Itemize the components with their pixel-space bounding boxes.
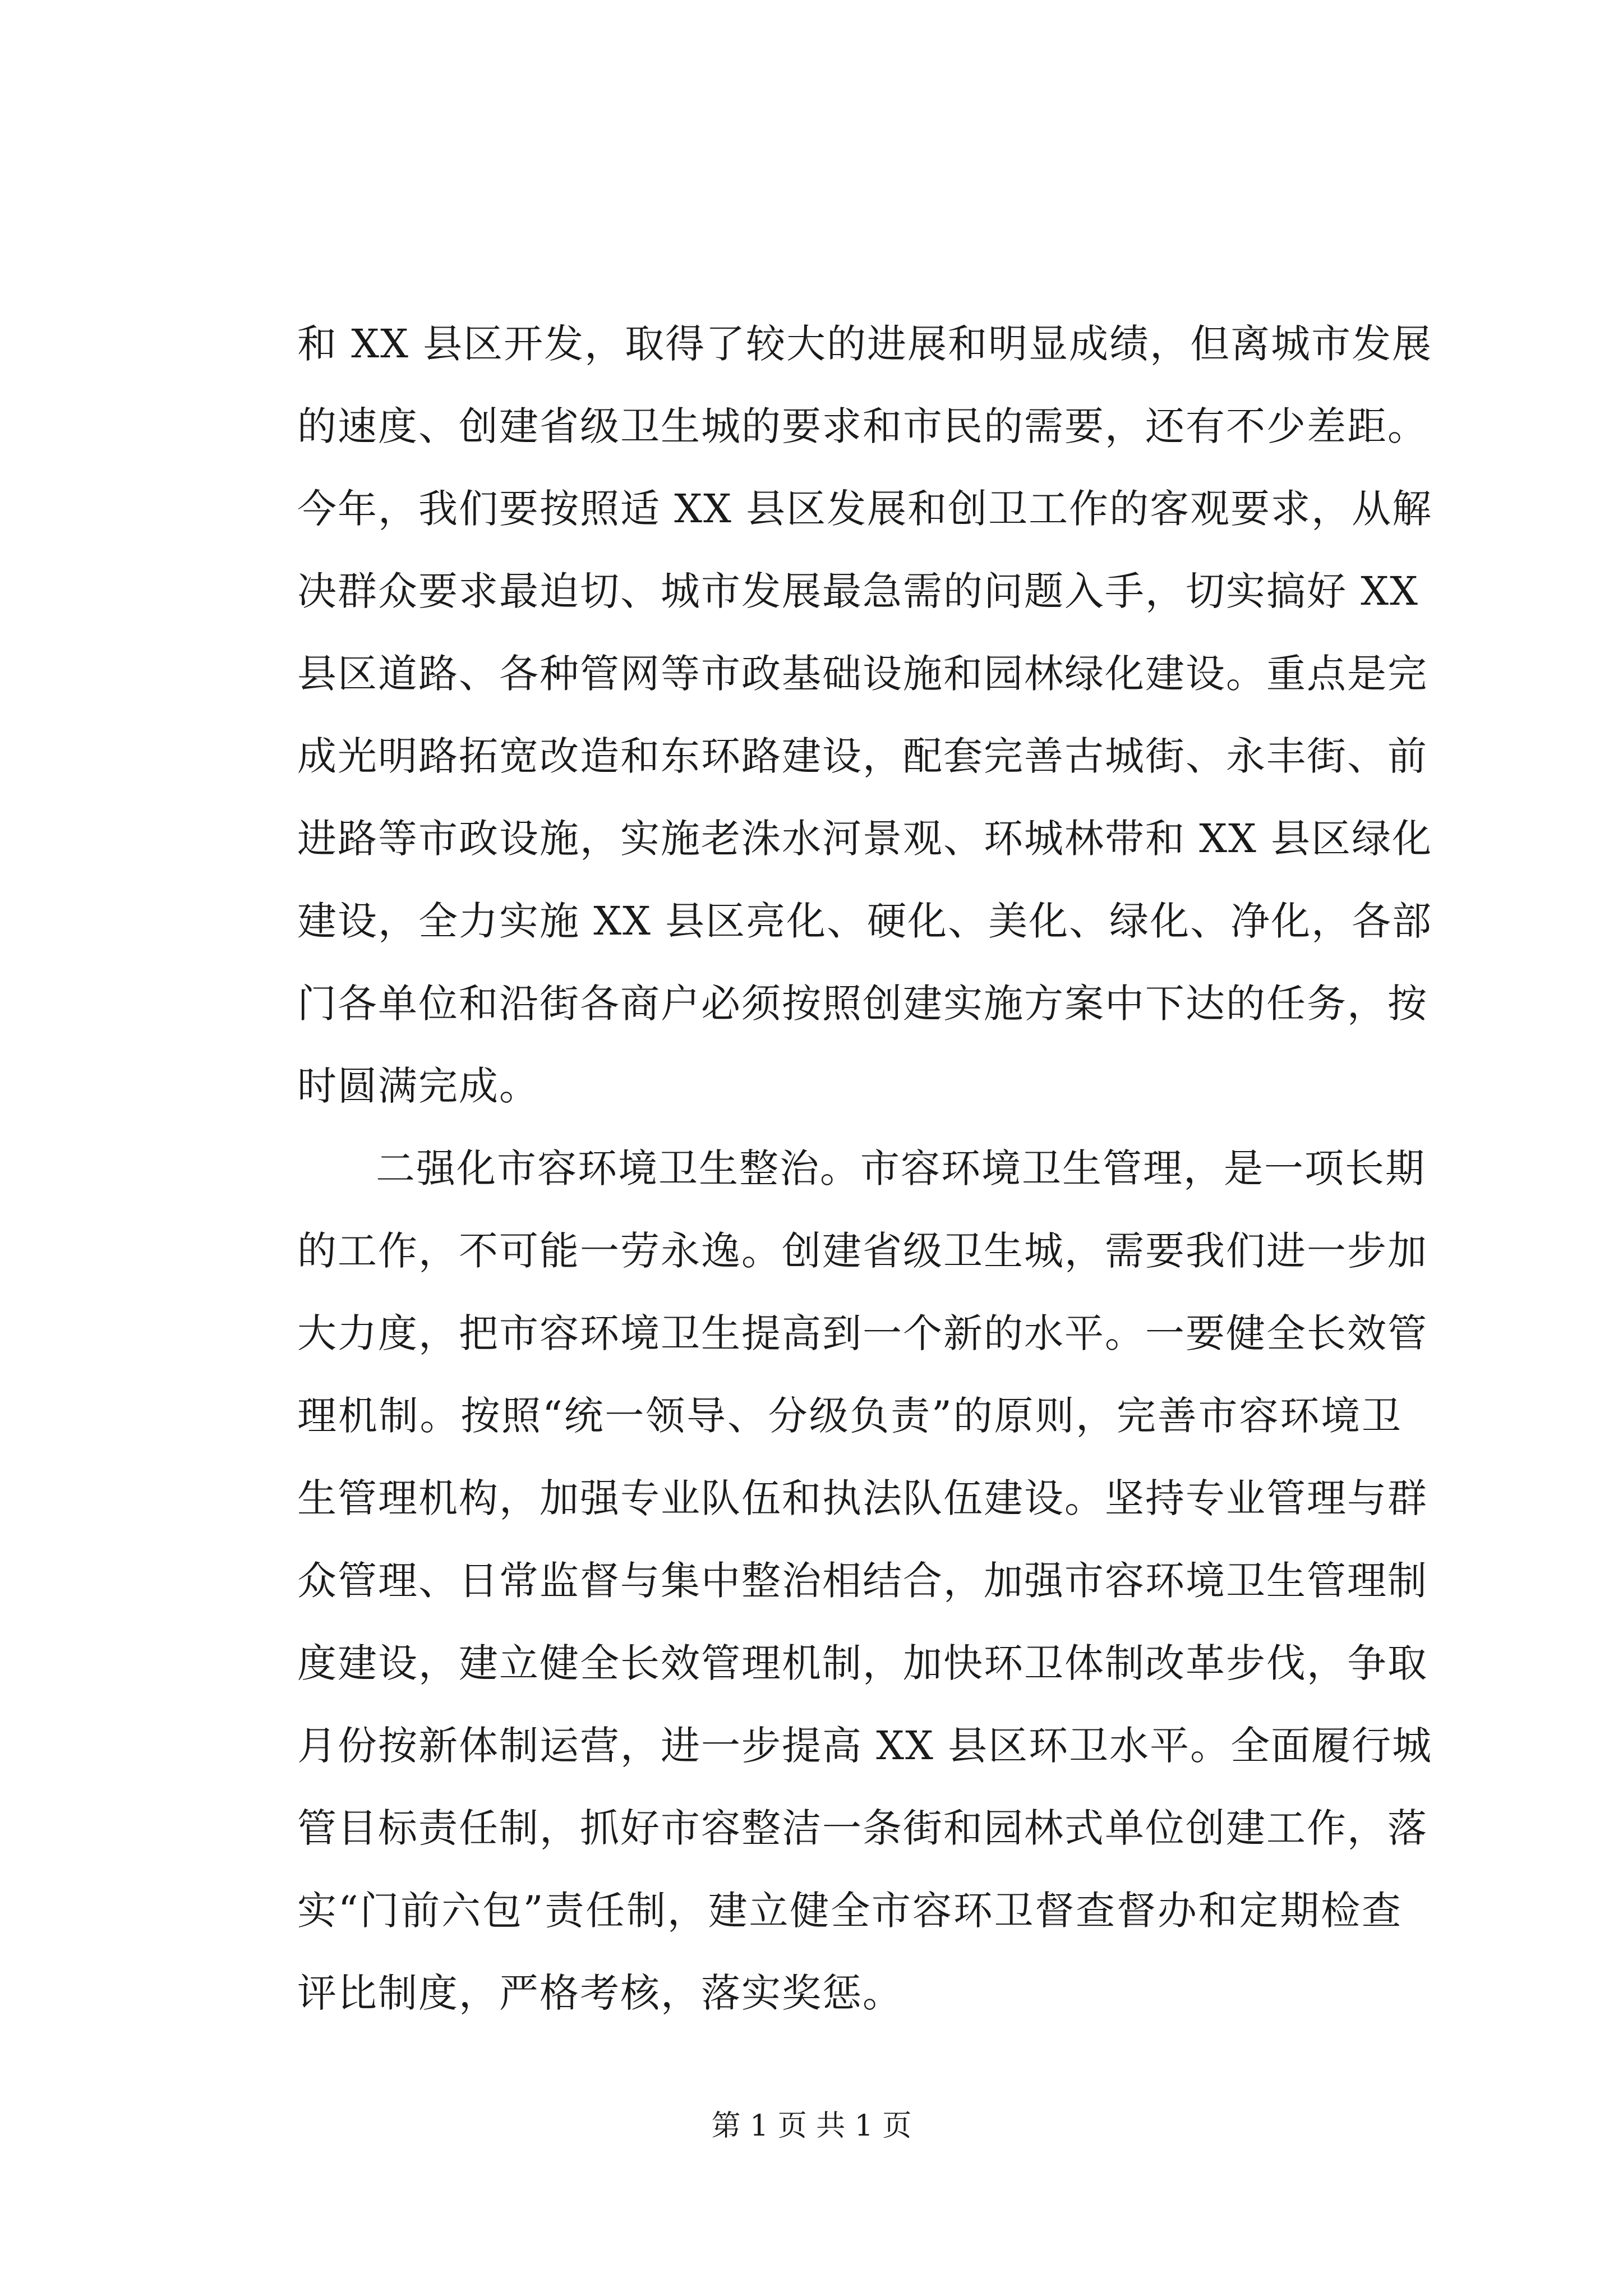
text-line: 月份按新体制运营，进一步提高 XX 县区环卫水平。全面履行城 — [297, 1723, 1433, 1769]
document-body — [297, 303, 1433, 2035]
text-line: 门各单位和沿街各商户必须按照创建实施方案中下达的任务，按 — [297, 981, 1428, 1027]
text-line: 大力度，把市容环境卫生提高到一个新的水平。一要健全长效管 — [297, 1310, 1428, 1356]
text-line: 的工作，不可能一劳永逸。创建省级卫生城，需要我们进一步加 — [297, 1228, 1428, 1274]
text-line: 今年，我们要按照适 XX 县区发展和创卫工作的客观要求，从解 — [297, 486, 1433, 532]
paragraph-last-line: 评比制度，严格考核，落实奖惩。 — [297, 1970, 903, 2016]
text-line: 实“门前六包”责任制，建立健全市容环卫督查督办和定期检查 — [297, 1888, 1402, 1934]
page-footer: 第 1 页 共 1 页 — [711, 2109, 912, 2143]
text-line: 和 XX 县区开发，取得了较大的进展和明显成绩，但离城市发展 — [297, 321, 1433, 367]
text-line: 建设，全力实施 XX 县区亮化、硬化、美化、绿化、净化，各部 — [297, 898, 1433, 944]
text-line: 理机制。按照“统一领导、分级负责”的原则，完善市容环境卫 — [297, 1393, 1402, 1439]
text-line: 度建设，建立健全长效管理机制，加快环卫体制改革步伐，争取 — [297, 1640, 1428, 1686]
text-line: 成光明路拓宽改造和东环路建设，配套完善古城街、永丰街、前 — [297, 733, 1428, 779]
text-line: 县区道路、各种管网等市政基础设施和园林绿化建设。重点是完 — [297, 651, 1428, 697]
text-line: 众管理、日常监督与集中整治相结合，加强市容环境卫生管理制 — [297, 1558, 1428, 1604]
text-line: 的速度、创建省级卫生城的要求和市民的需要，还有不少差距。 — [297, 403, 1428, 449]
paragraph-last-line: 时圆满完成。 — [297, 1063, 540, 1109]
text-line: 进路等市政设施，实施老洙水河景观、环城林带和 XX 县区绿化 — [297, 816, 1433, 862]
paragraph-first-line: 二强化市容环境卫生整治。市容环境卫生管理，是一项长期 — [376, 1145, 1426, 1191]
text-line: 决群众要求最迫切、城市发展最急需的问题入手，切实搞好 XX — [297, 568, 1419, 614]
text-line: 生管理机构，加强专业队伍和执法队伍建设。坚持专业管理与群 — [297, 1475, 1428, 1521]
text-line: 管目标责任制，抓好市容整洁一条街和园林式单位创建工作，落 — [297, 1805, 1428, 1851]
